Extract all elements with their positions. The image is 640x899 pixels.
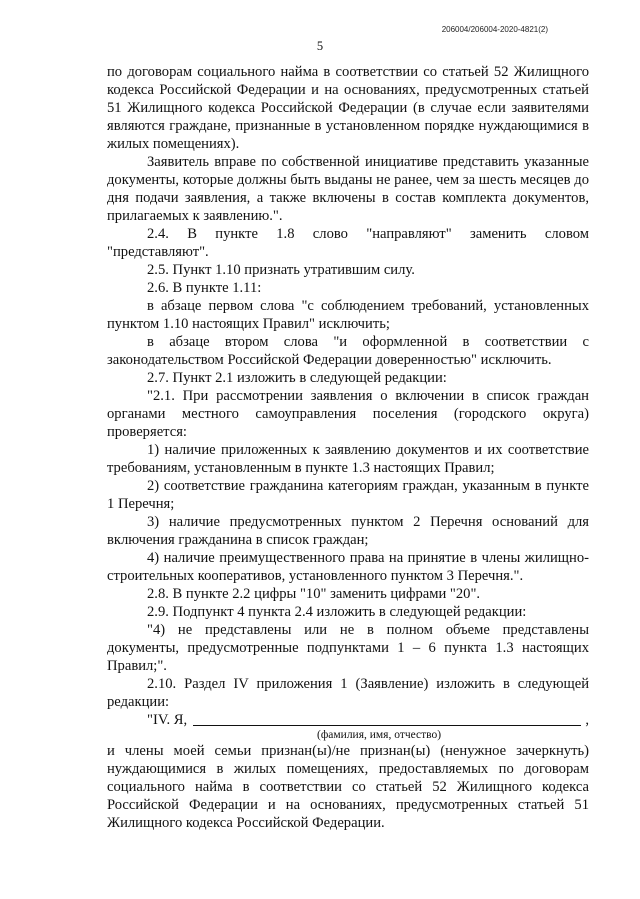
name-blank-field [193, 711, 581, 726]
form-trailing-comma: , [585, 712, 589, 728]
paragraph: в абзаце втором слова "и оформленной в соответствии с законодательством Российской Федерации доверенностью" исключить. [107, 334, 589, 368]
paragraph: 2.8. В пункте 2.2 цифры "10" заменить цифрами "20". [147, 586, 481, 602]
paragraph: 3) наличие предусмотренных пунктом 2 Перечня оснований для включения гражданина в список граждан; [107, 514, 589, 548]
paragraph: 1) наличие приложенных к заявлению документов и их соответствие требованиям, установленным в пункте 1.3 настоящих Правил; [107, 442, 589, 476]
paragraph: "4) не представлены или не в полном объеме представлены документы, предусмотренные подпунктами 1 – 6 пункта 1.3 настоящих Правил;". [107, 622, 589, 674]
paragraph: 2.9. Подпункт 4 пункта 2.4 изложить в следующей редакции: [147, 604, 527, 620]
page-number: 5 [316, 39, 324, 53]
paragraph: 2.7. Пункт 2.1 изложить в следующей редакции: [147, 370, 447, 386]
paragraph: 2.5. Пункт 1.10 признать утратившим силу. [147, 262, 415, 278]
paragraph: 4) наличие преимущественного права на принятие в члены жилищно-строительных кооперативов, установленного пунктом 3 Перечня.". [107, 550, 589, 584]
name-fill-line [107, 711, 589, 729]
paragraph: "2.1. При рассмотрении заявления о включении в список граждан органами местного самоуправления поселения (городского округа) проверяется: [107, 388, 589, 440]
name-field-caption: (фамилия, имя, отчество) [317, 729, 442, 741]
closing-paragraph: и члены моей семьи признан(ы)/не признан(ы) (ненужное зачеркнуть) нуждающимися в жилых помещениях, предоставляемых по договорам социального найма в соответствии со статьей 52 Жилищного кодекса Российской Федерации и на основаниях, предусмотренных статьей 51 Жилищного кодекса Российской Федерации. [107, 743, 589, 831]
document-id: 206004/206004-2020-4821(2) [441, 25, 548, 34]
paragraph: Заявитель вправе по собственной инициативе представить указанные документы, которые должны быть выданы не ранее, чем за шесть месяцев до дня подачи заявления, а также включены в состав комплекта документов, прилагаемых к заявлению.". [107, 154, 589, 224]
paragraph: 2) соответствие гражданина категориям граждан, указанным в пункте 1 Перечня; [107, 478, 589, 512]
paragraph: по договорам социального найма в соответствии со статьей 52 Жилищного кодекса Российской Федерации и на основаниях, предусмотренных статьей 51 Жилищного кодекса Российской Федерации (в случае если заявителями являются граждане, признанные в установленном порядке нуждающимися в жилых помещениях). [107, 64, 589, 152]
form-lead-text: "IV. Я, [147, 712, 188, 728]
paragraph: 2.4. В пункте 1.8 слово "направляют" заменить словом "представляют". [107, 226, 589, 260]
paragraph: 2.10. Раздел IV приложения 1 (Заявление) изложить в следующей редакции: [107, 676, 589, 710]
paragraph: 2.6. В пункте 1.11: [147, 280, 262, 296]
paragraph: в абзаце первом слова "с соблюдением требований, установленных пунктом 1.10 настоящих Правил" исключить; [107, 298, 589, 332]
document-body [107, 63, 589, 832]
